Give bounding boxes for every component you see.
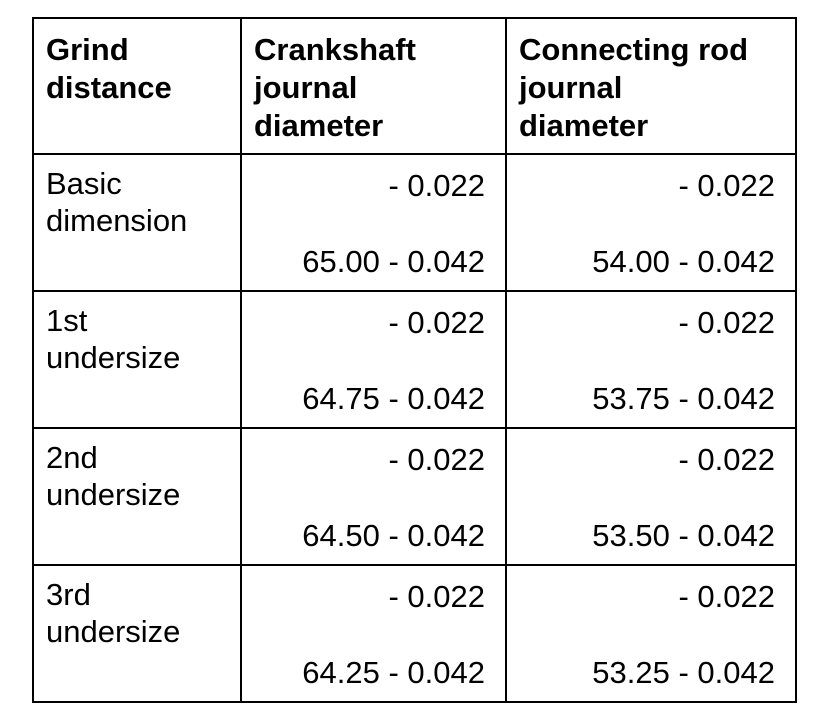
upper-tolerance: - 0.022 — [388, 168, 485, 203]
header-line: Connecting rod — [519, 32, 749, 67]
header-line: diameter — [519, 108, 649, 143]
upper-tolerance: - 0.022 — [678, 442, 775, 477]
nominal-and-lower-tolerance: 64.75 - 0.042 — [302, 381, 485, 416]
row-label — [33, 428, 241, 565]
table-row — [33, 154, 796, 291]
header-crankshaft-journal-diameter — [241, 18, 506, 154]
header-line: Grind — [46, 32, 129, 67]
row-label-line: undersize — [46, 340, 181, 375]
row-label — [33, 154, 241, 291]
header-line: journal — [519, 70, 623, 105]
upper-tolerance: - 0.022 — [388, 442, 485, 477]
table-row — [33, 291, 796, 428]
crankshaft-diameter-cell — [241, 428, 506, 565]
nominal-and-lower-tolerance: 54.00 - 0.042 — [592, 244, 775, 279]
upper-tolerance: - 0.022 — [388, 305, 485, 340]
row-label-line: 3rd — [46, 577, 91, 612]
conrod-diameter-cell — [506, 428, 796, 565]
row-label-line: undersize — [46, 477, 181, 512]
conrod-diameter-cell — [506, 154, 796, 291]
upper-tolerance: - 0.022 — [388, 579, 485, 614]
nominal-and-lower-tolerance: 53.25 - 0.042 — [592, 655, 775, 690]
header-line: journal — [254, 70, 358, 105]
row-label-line: Basic — [46, 166, 122, 201]
header-connecting-rod-journal-diameter — [506, 18, 796, 154]
nominal-and-lower-tolerance: 53.75 - 0.042 — [592, 381, 775, 416]
header-grind-distance — [33, 18, 241, 154]
table-row — [33, 565, 796, 702]
conrod-diameter-cell — [506, 565, 796, 702]
grind-dimensions-table — [32, 17, 797, 703]
nominal-and-lower-tolerance: 64.25 - 0.042 — [302, 655, 485, 690]
row-label-line: dimension — [46, 203, 188, 238]
row-label — [33, 565, 241, 702]
table-row — [33, 428, 796, 565]
conrod-diameter-cell — [506, 291, 796, 428]
row-label-line: 1st — [46, 303, 88, 338]
crankshaft-diameter-cell — [241, 565, 506, 702]
upper-tolerance: - 0.022 — [678, 305, 775, 340]
table-header-row — [33, 18, 796, 154]
upper-tolerance: - 0.022 — [678, 579, 775, 614]
row-label-line: undersize — [46, 614, 181, 649]
nominal-and-lower-tolerance: 65.00 - 0.042 — [302, 244, 485, 279]
nominal-and-lower-tolerance: 64.50 - 0.042 — [302, 518, 485, 553]
header-line: Crankshaft — [254, 32, 416, 67]
row-label-line: 2nd — [46, 440, 98, 475]
crankshaft-diameter-cell — [241, 154, 506, 291]
header-line: distance — [46, 70, 172, 105]
header-line: diameter — [254, 108, 384, 143]
crankshaft-diameter-cell — [241, 291, 506, 428]
row-label — [33, 291, 241, 428]
nominal-and-lower-tolerance: 53.50 - 0.042 — [592, 518, 775, 553]
upper-tolerance: - 0.022 — [678, 168, 775, 203]
